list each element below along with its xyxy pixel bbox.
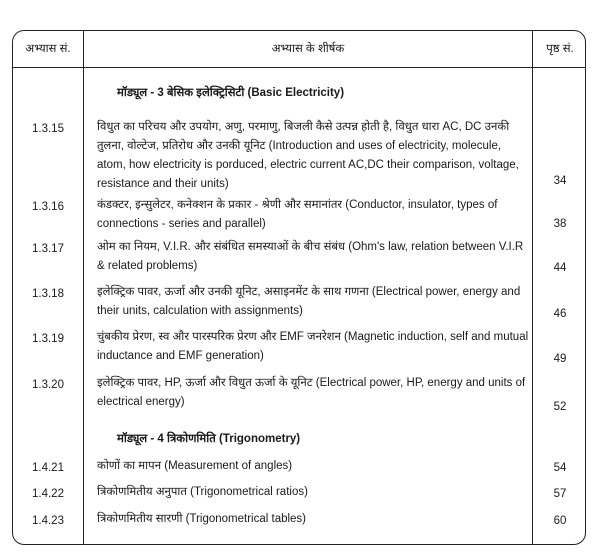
page-number: 57 (553, 488, 567, 500)
exercise-number: 1.4.22 (32, 488, 64, 500)
page-number: 54 (553, 462, 567, 474)
exercise-number: 1.3.19 (32, 333, 64, 345)
exercise-title: त्रिकोणमितीय सारणी (Trigonometrical tables) (97, 513, 307, 525)
exercise-title: कंडक्टर, इन्सुलेटर, कनेक्शन के प्रकार - श्रेणी और समानांतर (Conductor, insulator, types of connections - series and parallel) (97, 199, 498, 230)
page-number: 46 (553, 308, 567, 320)
contents-table (12, 30, 586, 545)
exercise-title: विधुत का परिचय और उपयोग, अणु, परमाणु, बिजली कैसे उत्पन्न होती है, विधुत धारा AC, DC उनकी तुलना, वोल्टेज, प्रतिरोध और उनकी यूनिट (Introduction and uses of electricity, molecule, atom, how electricity is porduced, electric current AC,DC their comparison, voltage, resistance and their units) (97, 121, 519, 190)
exercise-title: ओम का नियम, V.I.R. और संबंधित समस्याओं के बीच संबंध (Ohm's law, relation between V.I.R & related problems) (97, 241, 524, 272)
module-heading: मॉड्यूल - 3 बेसिक इलेक्ट्रिसिटी (Basic Electricity) (117, 87, 345, 99)
header-page-number: पृष्ठ सं. (546, 43, 574, 55)
module-heading: मॉड्यूल - 4 त्रिकोणमिति (Trigonometry) (117, 433, 301, 445)
exercise-number: 1.3.15 (32, 123, 64, 135)
exercise-number: 1.4.23 (32, 515, 64, 527)
page-number: 60 (553, 515, 567, 527)
header-exercise-title: अभ्यास के शीर्षक (271, 43, 345, 55)
exercise-title: इलेक्ट्रिक पावर, ऊर्जा और उनकी यूनिट, असाइनमेंट के साथ गणना (Electrical power, energy and their units, calculation with assignments) (97, 286, 521, 317)
exercise-number: 1.3.17 (32, 243, 64, 255)
page-number: 49 (553, 353, 567, 365)
header-exercise-number: अभ्यास सं. (25, 43, 71, 55)
column-divider (83, 31, 84, 544)
exercise-title: चुंबकीय प्रेरण, स्व और पारस्परिक प्रेरण और EMF जनरेशन (Magnetic induction, self and mutual inductance and EMF generation) (97, 331, 529, 362)
page-number: 52 (553, 401, 567, 413)
exercise-number: 1.4.21 (32, 462, 64, 474)
exercise-number: 1.3.16 (32, 201, 64, 213)
exercise-title: कोणों का मापन (Measurement of angles) (97, 460, 293, 472)
page-number: 34 (553, 175, 567, 187)
page-number: 38 (553, 218, 567, 230)
header-divider (13, 67, 585, 68)
exercise-title: त्रिकोणमितीय अनुपात (Trigonometrical ratios) (97, 486, 308, 498)
exercise-number: 1.3.18 (32, 288, 64, 300)
exercise-number: 1.3.20 (32, 379, 64, 391)
exercise-title: इलेक्ट्रिक पावर, HP, ऊर्जा और विधुत ऊर्जा के यूनिट (Electrical power, HP, energy and units of electrical energy) (97, 377, 526, 408)
page-number: 44 (553, 262, 567, 274)
